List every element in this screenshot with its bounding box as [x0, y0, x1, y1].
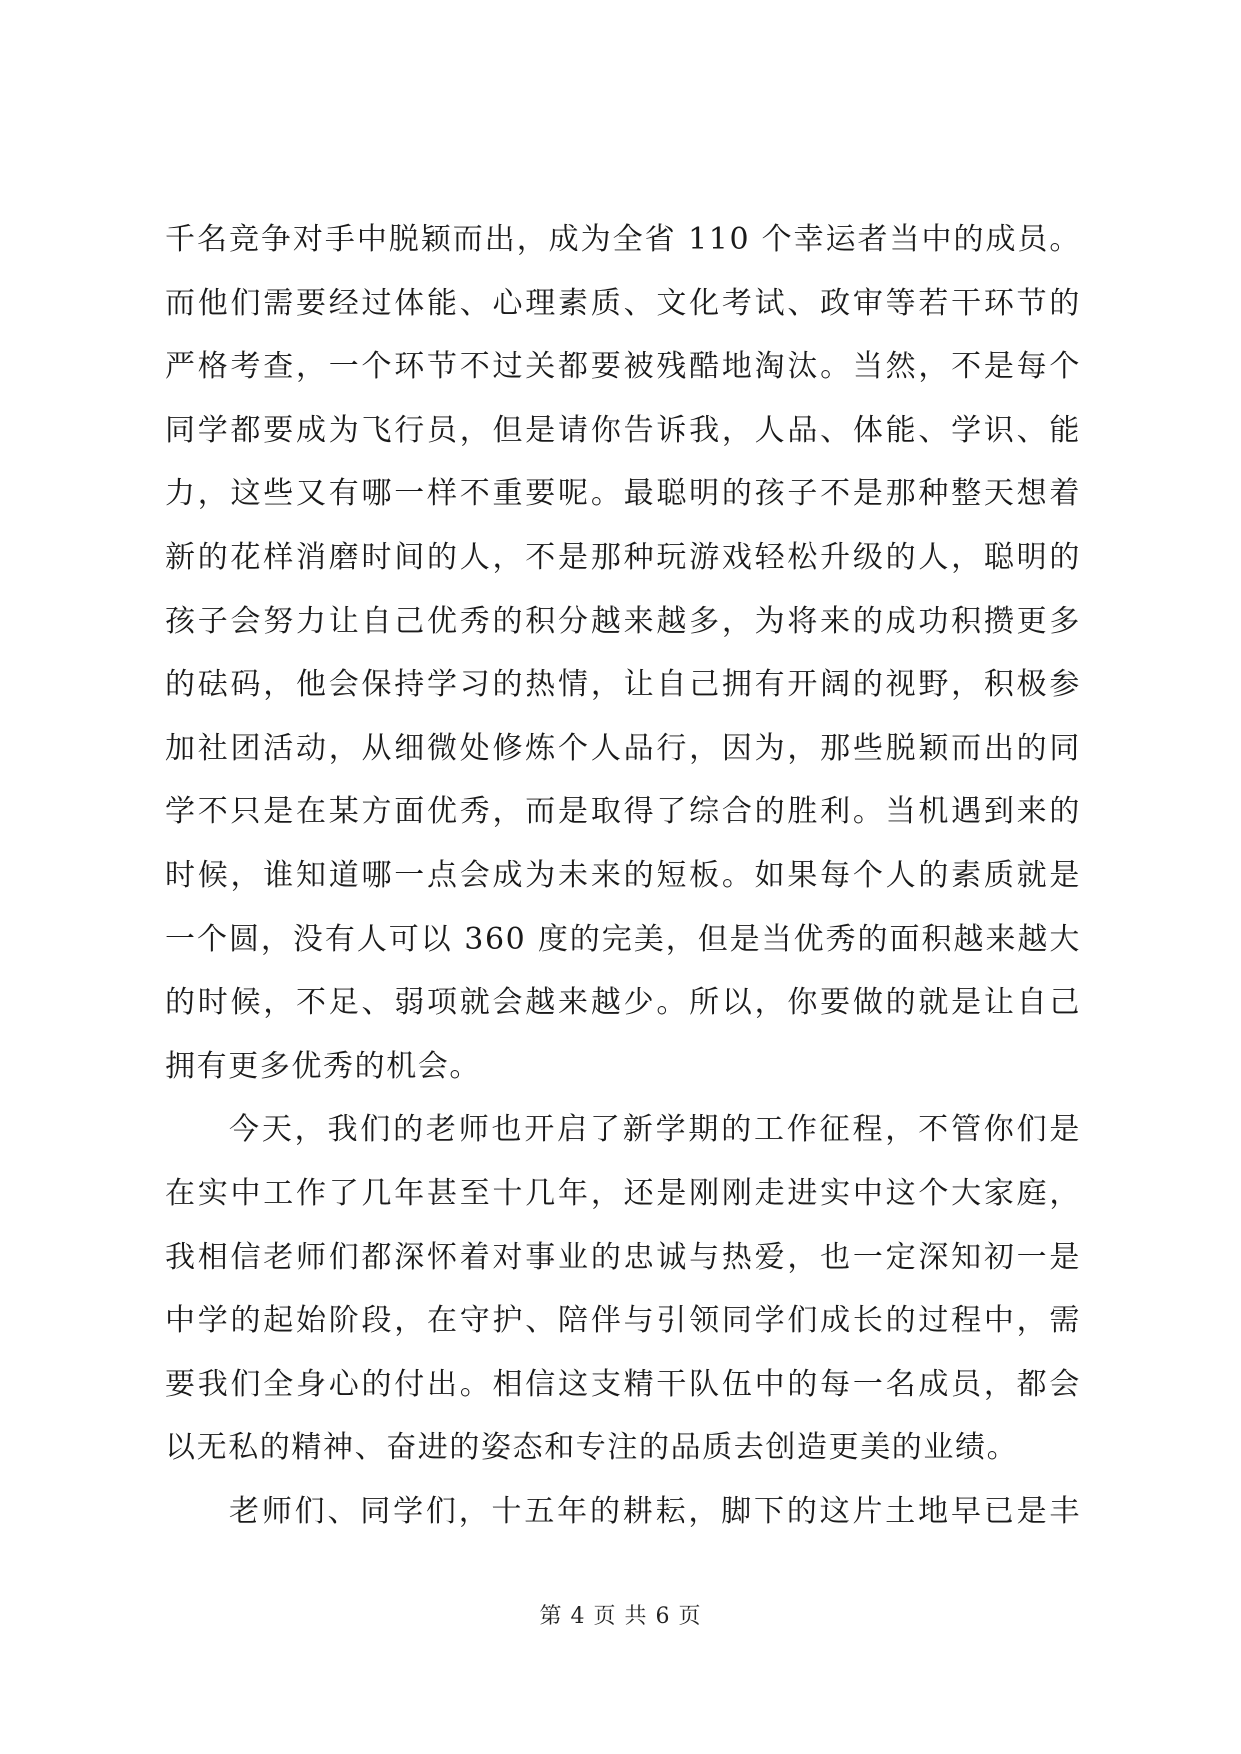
- text-line: 加社团活动，从细微处修炼个人品行，因为，那些脱颖而出的同: [165, 730, 1081, 766]
- paragraph-first-line: 老师们、同学们，十五年的耕耘，脚下的这片土地早已是丰: [229, 1493, 1081, 1529]
- paragraph-first-line: 今天，我们的老师也开启了新学期的工作征程，不管你们是: [229, 1112, 1081, 1148]
- text-line: 学不只是在某方面优秀，而是取得了综合的胜利。当机遇到来的: [165, 794, 1081, 830]
- text-line: 力，这些又有哪一样不重要呢。最聪明的孩子不是那种整天想着: [165, 476, 1081, 512]
- text-line: 在实中工作了几年甚至十几年，还是刚刚走进实中这个大家庭，: [165, 1175, 1081, 1211]
- text-line: 严格考查，一个环节不过关都要被残酷地淘汰。当然，不是每个: [165, 349, 1081, 385]
- text-line: 一个圆，没有人可以 360 度的完美，但是当优秀的面积越来越大: [165, 921, 1081, 957]
- text-line: 我相信老师们都深怀着对事业的忠诚与热爱，也一定深知初一是: [165, 1239, 1081, 1275]
- text-line: 拥有更多优秀的机会。: [165, 1048, 481, 1084]
- text-line: 时候，谁知道哪一点会成为未来的短板。如果每个人的素质就是: [165, 857, 1081, 893]
- body-text: [165, 208, 1081, 1543]
- text-line: 新的花样消磨时间的人，不是那种玩游戏轻松升级的人，聪明的: [165, 539, 1081, 575]
- text-line: 中学的起始阶段，在守护、陪伴与引领同学们成长的过程中，需: [165, 1303, 1081, 1339]
- text-line: 以无私的精神、奋进的姿态和专注的品质去创造更美的业绩。: [165, 1430, 1019, 1466]
- text-line: 要我们全身心的付出。相信这支精干队伍中的每一名成员，都会: [165, 1366, 1081, 1402]
- text-line: 而他们需要经过体能、心理素质、文化考试、政审等若干环节的: [165, 285, 1081, 321]
- text-line: 同学都要成为飞行员，但是请你告诉我，人品、体能、学识、能: [165, 412, 1081, 448]
- page-footer: 第 4 页 共 6 页: [539, 1604, 702, 1629]
- text-line: 的砝码，他会保持学习的热情，让自己拥有开阔的视野，积极参: [165, 667, 1081, 703]
- text-line: 的时候，不足、弱项就会越来越少。所以，你要做的就是让自己: [165, 985, 1081, 1021]
- text-line: 千名竞争对手中脱颖而出，成为全省 110 个幸运者当中的成员。: [165, 222, 1081, 257]
- text-line: 孩子会努力让自己优秀的积分越来越多，为将来的成功积攒更多: [165, 603, 1081, 639]
